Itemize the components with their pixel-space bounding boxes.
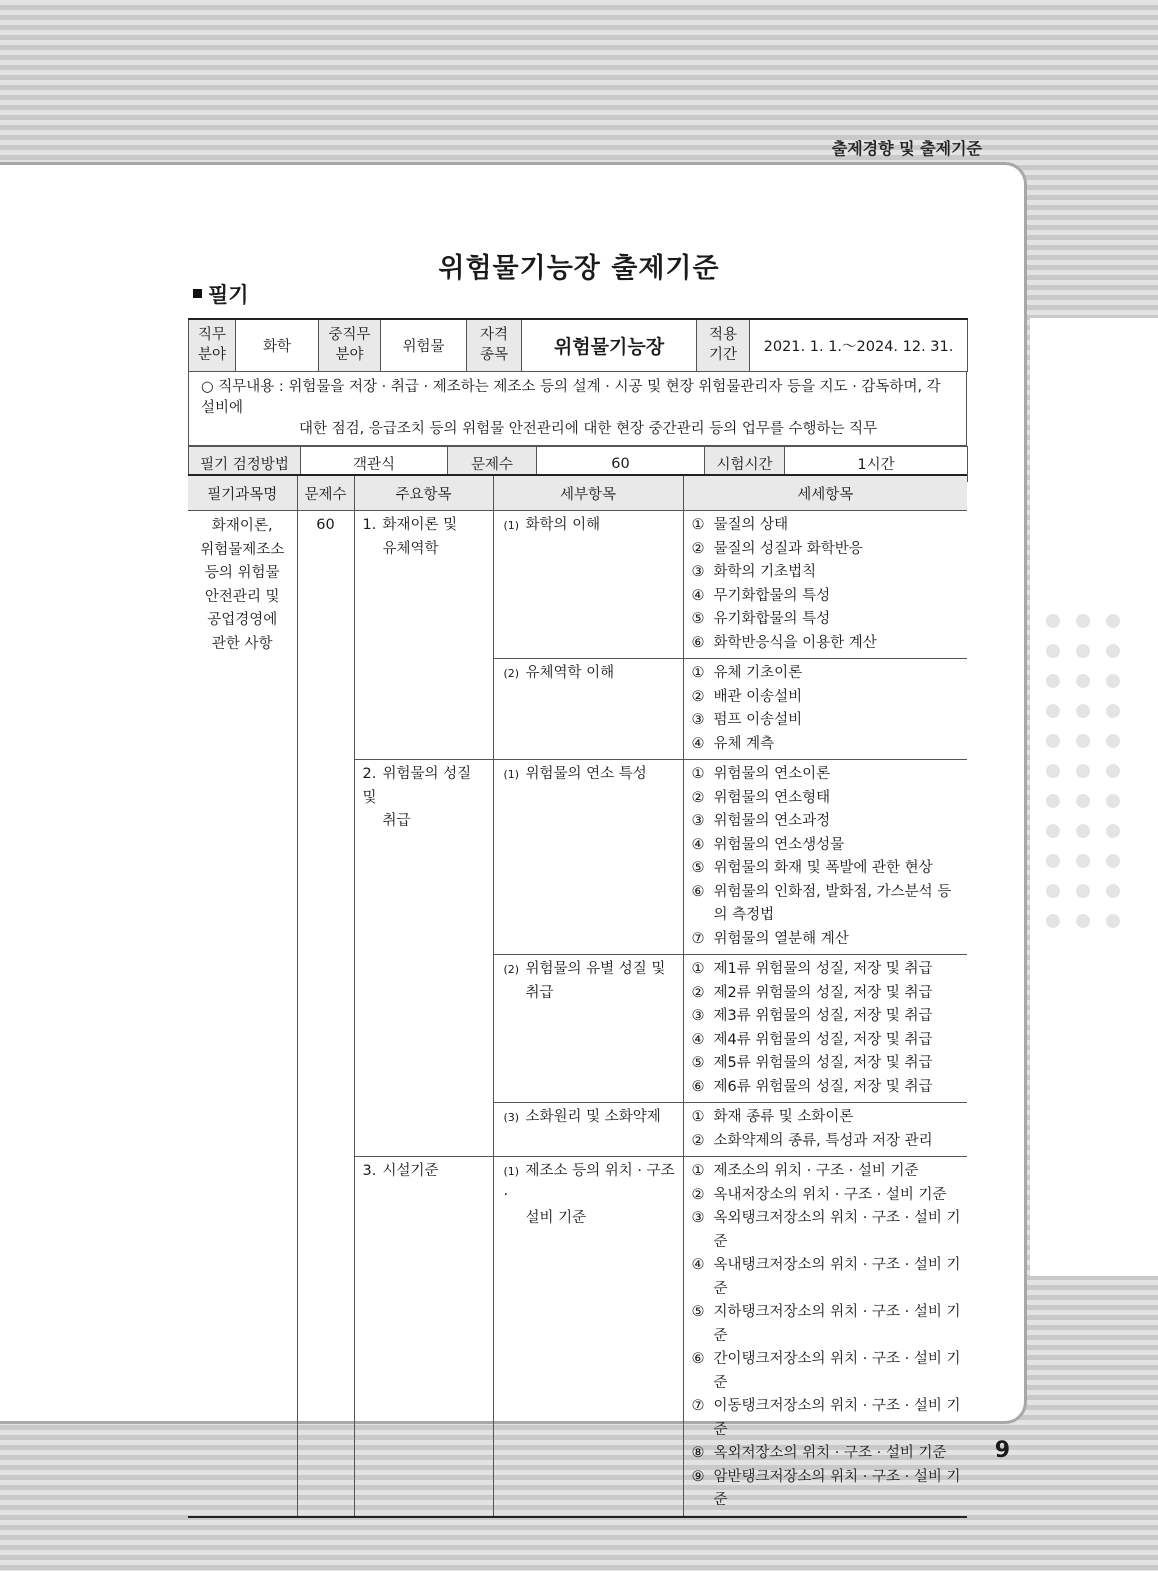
decorative-dot [1046, 644, 1060, 658]
detail-item: ② 소화약제의 종류, 특성과 저장 관리 [691, 1132, 933, 1149]
sub-item-cell: (1) 위험물의 연소 특성 [493, 760, 683, 955]
detail-item: ④ 위험물의 연소생성물 [691, 836, 845, 853]
detail-item: ② 제2류 위험물의 성질, 저장 및 취급 [691, 984, 933, 1001]
detail-item: ⑥ 간이탱크저장소의 위치 · 구조 · 설비 기준 [691, 1351, 961, 1391]
decorative-dot [1076, 734, 1090, 748]
column-header: 세세항목 [683, 475, 967, 511]
detail-item: ② 옥내저장소의 위치 · 구조 · 설비 기준 [691, 1186, 947, 1203]
detail-item: ① 제1류 위험물의 성질, 저장 및 취급 [691, 961, 933, 977]
decorative-dot [1046, 884, 1060, 898]
detail-item: ⑥ 화학반응식을 이용한 계산 [691, 634, 877, 651]
main-item-cell: 2. 위험물의 성질 및 취급 [354, 760, 493, 1157]
column-header: 세부항목 [493, 475, 683, 511]
decorative-dot [1046, 674, 1060, 688]
detail-item: ③ 화학의 기초법칙 [691, 564, 817, 580]
sub-item-cell: (1) 화학의 이해 [493, 511, 683, 659]
sub-item-cell: (2) 유체역학 이해 [493, 659, 683, 760]
detail-item: ① 유체 기초이론 [691, 665, 803, 681]
decorative-dot [1106, 884, 1120, 898]
detail-item: ⑦ 이동탱크저장소의 위치 · 구조 · 설비 기준 [691, 1398, 961, 1438]
column-header: 문제수 [297, 475, 354, 511]
decorative-dot [1076, 644, 1090, 658]
detail-item: ③ 제3류 위험물의 성질, 저장 및 취급 [691, 1008, 933, 1024]
decorative-dot [1076, 614, 1090, 628]
detail-items-cell [683, 760, 967, 955]
syllabus-table [188, 474, 967, 1518]
detail-item: ⑤ 위험물의 화재 및 폭발에 관한 현상 [691, 860, 933, 876]
decorative-dot [1106, 794, 1120, 808]
decorative-dot [1046, 614, 1060, 628]
sub-item-cell: (1) 제조소 등의 위치 · 구조 · 설비 기준 [493, 1157, 683, 1517]
detail-items-cell [683, 1157, 967, 1517]
period-label: 적용 기간 [697, 319, 750, 371]
qualification-value: 위험물기능장 [522, 319, 697, 371]
detail-item: ④ 무기화합물의 특성 [691, 587, 831, 604]
decorative-dot-grid [1046, 614, 1120, 928]
detail-item: ④ 제4류 위험물의 성질, 저장 및 취급 [691, 1031, 933, 1048]
detail-item: ④ 유체 계측 [691, 735, 775, 752]
method-value: 객관식 [301, 446, 448, 481]
decorative-dot [1046, 794, 1060, 808]
detail-item: ① 화재 종류 및 소화이론 [691, 1109, 854, 1125]
decorative-dot [1046, 914, 1060, 928]
sub-item-cell: (3) 소화원리 및 소화약제 [493, 1103, 683, 1157]
qualification-label: 자격 종목 [467, 319, 522, 371]
decorative-dot [1046, 764, 1060, 778]
decorative-dot [1106, 674, 1120, 688]
decorative-dot [1076, 854, 1090, 868]
main-item-cell: 1. 화재이론 및 유체역학 [354, 511, 493, 760]
syllabus-block [188, 474, 967, 1518]
decorative-dot [1076, 674, 1090, 688]
column-header: 주요항목 [354, 475, 493, 511]
detail-item: ② 배관 이송설비 [691, 688, 803, 705]
detail-item: ② 위험물의 연소형태 [691, 789, 831, 806]
section-heading-text: 필기 [208, 283, 249, 307]
exam-info-block [188, 318, 967, 484]
decorative-dot [1076, 824, 1090, 838]
detail-item: ⑥ 위험물의 인화점, 발화점, 가스분석 등의 측정법 [691, 883, 952, 923]
syllabus-header-row [188, 475, 967, 511]
detail-item: ① 제조소의 위치 · 구조 · 설비 기준 [691, 1163, 919, 1179]
question-count-label: 문제수 [448, 446, 537, 481]
exam-time-label: 시험시간 [705, 446, 785, 481]
field-label: 직무 분야 [189, 319, 236, 371]
decorative-dot [1076, 884, 1090, 898]
detail-item: ② 물질의 성질과 화학반응 [691, 540, 863, 557]
section-heading [193, 279, 249, 309]
method-label: 필기 검정방법 [189, 446, 301, 481]
sub-item-cell: (2) 위험물의 유별 성질 및 취급 [493, 955, 683, 1103]
detail-item: ③ 펌프 이송설비 [691, 712, 803, 728]
detail-item: ⑤ 지하탱크저장소의 위치 · 구조 · 설비 기준 [691, 1304, 961, 1344]
decorative-dot [1076, 764, 1090, 778]
decorative-dot [1106, 824, 1120, 838]
detail-item: ③ 옥외탱크저장소의 위치 · 구조 · 설비 기준 [691, 1210, 961, 1250]
page-number: 9 [994, 1438, 1010, 1463]
detail-item: ⑨ 암반탱크저장소의 위치 · 구조 · 설비 기준 [691, 1468, 961, 1508]
detail-item: ⑦ 위험물의 열분해 계산 [691, 930, 849, 947]
detail-items-cell [683, 955, 967, 1103]
period-value: 2021. 1. 1.～2024. 12. 31. [750, 319, 968, 371]
page-title: 위험물기능장 출제기준 [438, 253, 720, 284]
column-header: 필기과목명 [188, 475, 297, 511]
detail-item: ① 위험물의 연소이론 [691, 766, 831, 782]
field-value: 화학 [236, 319, 319, 371]
detail-item: ④ 옥내탱크저장소의 위치 · 구조 · 설비 기준 [691, 1257, 961, 1297]
subfield-value: 위험물 [381, 319, 467, 371]
decorative-dot [1106, 914, 1120, 928]
decorative-dot [1076, 704, 1090, 718]
detail-item: ⑧ 옥외저장소의 위치 · 구조 · 설비 기준 [691, 1445, 947, 1461]
question-count-value: 60 [537, 446, 705, 481]
subfield-label: 중직무 분야 [319, 319, 381, 371]
decorative-dot [1046, 734, 1060, 748]
decorative-dot [1076, 914, 1090, 928]
detail-items-cell [683, 1103, 967, 1157]
decorative-dot [1046, 704, 1060, 718]
decorative-dot [1106, 644, 1120, 658]
decorative-dot [1076, 794, 1090, 808]
exam-time-value: 1시간 [785, 446, 968, 481]
decorative-dot [1106, 734, 1120, 748]
detail-item: ① 물질의 상태 [691, 517, 789, 533]
subject-name-cell: 화재이론, 위험물제조소 등의 위험물 안전관리 및 공업경영에 관한 사항 [188, 511, 297, 1517]
decorative-dot [1046, 824, 1060, 838]
duty-description [188, 372, 967, 446]
question-count-cell: 60 [297, 511, 354, 1517]
decorative-dot [1106, 704, 1120, 718]
detail-items-cell [683, 659, 967, 760]
qualification-info-table [188, 318, 968, 372]
duty-line-2: 대한 점검, 응급조치 등의 위험물 안전관리에 대한 현장 중간관리 등의 업무를 수행하는 직무 [299, 420, 878, 437]
square-bullet-icon [193, 289, 202, 298]
decorative-dot [1106, 614, 1120, 628]
detail-item: ⑥ 제6류 위험물의 성질, 저장 및 취급 [691, 1078, 933, 1095]
table-row [188, 511, 967, 659]
detail-item: ⑤ 유기화합물의 특성 [691, 611, 831, 627]
decorative-dot [1106, 764, 1120, 778]
running-head: 출제경향 및 출제기준 [831, 139, 982, 158]
main-item-cell: 3. 시설기준 [354, 1157, 493, 1517]
detail-item: ⑤ 제5류 위험물의 성질, 저장 및 취급 [691, 1055, 933, 1071]
decorative-dot [1106, 854, 1120, 868]
duty-line-1: ○ 직무내용 : 위험물을 저장 · 취급 · 제조하는 제조소 등의 설계 · 시공 및 현장 위험물관리자 등을 지도 · 감독하며, 각 설비에 [201, 378, 941, 416]
decorative-dot [1046, 854, 1060, 868]
detail-item: ③ 위험물의 연소과정 [691, 813, 831, 829]
detail-items-cell [683, 511, 967, 659]
